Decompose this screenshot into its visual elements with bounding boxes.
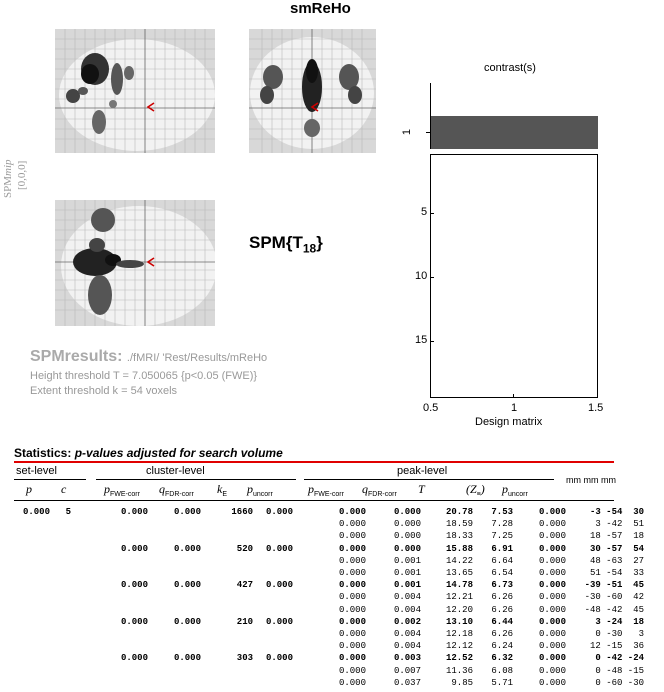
contrast-tick-label: 1: [401, 128, 414, 136]
dm-xtick-0-5: 0.5: [423, 402, 439, 414]
cell-set-c: [50, 640, 71, 652]
cell-peak-pfwe: 0.000: [338, 543, 366, 554]
cell-peak-qfdr: 0.001: [393, 568, 421, 579]
table-row[interactable]: [14, 543, 644, 555]
group-cluster-level: cluster-level: [146, 465, 205, 477]
cell-cluster-punc: [253, 555, 293, 567]
cell-cluster-pfwe: 0.000: [120, 507, 148, 517]
spm-stat-text: SPM{T: [249, 233, 303, 252]
cell-cluster-ke: [201, 640, 253, 652]
cell-cluster-punc: [253, 665, 293, 677]
cell-cluster-qfdr: 0.000: [173, 616, 201, 627]
cell-peak-punc: 0.000: [538, 555, 566, 566]
table-row[interactable]: [14, 506, 644, 518]
cell-cluster-ke: [201, 677, 253, 689]
table-row[interactable]: [14, 665, 644, 677]
col-peak-z: [466, 482, 485, 498]
col-set-p: [26, 482, 32, 497]
cell-cluster-qfdr: [148, 640, 201, 652]
table-row[interactable]: [14, 640, 644, 652]
col-cluster-pfwe: [104, 482, 140, 498]
cell-cluster-ke: 427: [236, 580, 253, 591]
cell-cluster-ke: [201, 628, 253, 640]
cell-peak-z: 6.26: [491, 592, 513, 603]
cell-peak-qfdr: 0.000: [393, 507, 421, 517]
col-peak-z-text: (Z: [466, 482, 477, 496]
col-peak-pfwe-text: p: [308, 482, 314, 496]
cell-cluster-punc: [253, 591, 293, 603]
cell-peak-xyz: 48 -63 27: [589, 555, 644, 566]
dm-ytick-mark-5: [430, 213, 434, 214]
cell-peak-t: 14.22: [445, 555, 473, 566]
cell-cluster-ke: 520: [236, 543, 253, 554]
table-row[interactable]: [14, 591, 644, 603]
cell-peak-z: 7.25: [491, 531, 513, 542]
spm-stat-title: [249, 233, 323, 255]
col-peak-punc-sub: uncorr: [508, 491, 528, 499]
dm-ytick-15: 15: [415, 334, 428, 346]
cell-peak-pfwe: 0.000: [338, 580, 366, 591]
cell-cluster-pfwe: [71, 591, 148, 603]
col-peak-t-text: T: [418, 482, 425, 496]
table-row[interactable]: [14, 555, 644, 567]
cell-set-c: [50, 555, 71, 567]
cell-cluster-pfwe: [71, 604, 148, 616]
cell-peak-t: 12.18: [445, 629, 473, 640]
cell-peak-z: 6.08: [491, 665, 513, 676]
cell-set-c: [50, 677, 71, 689]
col-cluster-qfdr-text: q: [159, 482, 165, 496]
cell-cluster-punc: [253, 530, 293, 542]
cell-cluster-pfwe: [71, 628, 148, 640]
cell-cluster-qfdr: [148, 567, 201, 579]
cell-peak-qfdr: 0.004: [393, 641, 421, 652]
cell-peak-punc: 0.000: [538, 507, 566, 517]
cell-set-c: [50, 604, 71, 616]
cell-set-c: [50, 567, 71, 579]
cell-cluster-punc: 0.000: [265, 543, 293, 554]
table-row[interactable]: [14, 567, 644, 579]
cell-set-p: [14, 567, 50, 579]
col-peak-qfdr-sub: FDR-corr: [368, 491, 397, 499]
cell-peak-t: 13.65: [445, 568, 473, 579]
stats-header-rule: [14, 500, 614, 501]
cell-cluster-ke: 210: [236, 616, 253, 627]
results-label: SPMresults:: [30, 348, 123, 365]
cell-peak-xyz: 12 -15 36: [589, 641, 644, 652]
mip-axial[interactable]: [55, 200, 215, 326]
cell-peak-punc: 0.000: [538, 641, 566, 652]
cell-cluster-qfdr: [148, 677, 201, 689]
cell-peak-xyz: 0 -42 -24: [595, 653, 644, 664]
cell-cluster-ke: [201, 591, 253, 603]
cell-peak-xyz: 51 -54 33: [589, 568, 644, 579]
cell-set-c: [50, 579, 71, 591]
cell-peak-xyz: -48 -42 45: [584, 604, 644, 615]
cell-cluster-pfwe: [71, 555, 148, 567]
cell-peak-qfdr: 0.004: [393, 604, 421, 615]
contrast-tick-mark: [426, 132, 430, 133]
cell-cluster-punc: 0.000: [265, 616, 293, 627]
cell-cluster-qfdr: [148, 628, 201, 640]
cell-cluster-qfdr: [148, 530, 201, 542]
extent-threshold: Extent threshold k = 54 voxels: [30, 385, 178, 397]
cell-set-c: 5: [65, 507, 71, 517]
col-peak-z-close: ): [480, 482, 485, 496]
col-cluster-ke-text: k: [217, 482, 223, 496]
cell-cluster-qfdr: [148, 604, 201, 616]
cell-peak-qfdr: 0.003: [393, 653, 421, 664]
cell-peak-qfdr: 0.037: [393, 677, 421, 688]
cell-peak-pfwe: 0.000: [338, 677, 366, 688]
col-cluster-qfdr-sub: FDR-corr: [165, 491, 194, 499]
spm-stat-close: }: [316, 233, 323, 252]
cell-peak-xyz: -30 -60 42: [584, 592, 644, 603]
cell-peak-punc: 0.000: [538, 580, 566, 591]
cell-cluster-qfdr: 0.000: [173, 507, 201, 517]
cell-peak-t: 11.36: [445, 665, 473, 676]
stats-title: [14, 446, 283, 460]
cell-peak-z: 6.32: [491, 653, 513, 664]
cell-cluster-punc: [253, 628, 293, 640]
cell-peak-punc: 0.000: [538, 531, 566, 542]
cell-peak-z: 7.53: [491, 507, 513, 517]
col-peak-punc-text: p: [502, 482, 508, 496]
cell-peak-qfdr: 0.000: [393, 543, 421, 554]
cell-peak-qfdr: 0.001: [393, 580, 421, 591]
cell-peak-z: 7.28: [491, 519, 513, 530]
cell-peak-xyz: 0 -60 -30: [595, 677, 644, 688]
col-peak-pfwe: [308, 482, 344, 498]
cell-set-p: [14, 665, 50, 677]
cell-cluster-pfwe: 0.000: [120, 580, 148, 591]
table-row[interactable]: [14, 652, 644, 664]
cell-peak-t: 12.20: [445, 604, 473, 615]
table-row[interactable]: [14, 677, 644, 689]
cell-peak-z: 6.26: [491, 604, 513, 615]
cell-set-p: [14, 616, 50, 628]
cell-set-p: [14, 652, 50, 664]
cell-cluster-pfwe: [71, 677, 148, 689]
cell-peak-pfwe: 0.000: [338, 568, 366, 579]
cell-set-c: [50, 518, 71, 530]
cell-peak-punc: 0.000: [538, 653, 566, 664]
cell-peak-pfwe: 0.000: [338, 641, 366, 652]
cell-cluster-pfwe: [71, 665, 148, 677]
cell-set-p: [14, 628, 50, 640]
cell-set-p: 0.000: [22, 507, 50, 517]
col-cluster-punc-text: p: [247, 482, 253, 496]
col-peak-qfdr-text: q: [362, 482, 368, 496]
cell-cluster-qfdr: [148, 555, 201, 567]
col-peak-qfdr: [362, 482, 397, 498]
cell-peak-pfwe: 0.000: [338, 653, 366, 664]
peak-level-rule: [304, 479, 554, 480]
cell-set-c: [50, 591, 71, 603]
cell-set-p: [14, 543, 50, 555]
cell-set-p: [14, 604, 50, 616]
cell-set-p: [14, 555, 50, 567]
cell-peak-punc: 0.000: [538, 665, 566, 676]
cell-set-c: [50, 652, 71, 664]
cell-peak-xyz: 3 -42 51: [595, 519, 644, 530]
cell-cluster-pfwe: [71, 567, 148, 579]
cell-peak-qfdr: 0.004: [393, 629, 421, 640]
cell-peak-punc: 0.000: [538, 677, 566, 688]
col-cluster-qfdr: [159, 482, 194, 498]
cell-peak-t: 14.78: [445, 580, 473, 591]
spm-mip-label: [2, 159, 14, 198]
cell-cluster-punc: [253, 640, 293, 652]
cell-peak-punc: 0.000: [538, 629, 566, 640]
col-peak-z-sub: ≡: [476, 491, 481, 499]
cell-peak-t: 18.33: [445, 531, 473, 542]
contrast-bar[interactable]: [431, 116, 598, 149]
cell-peak-xyz: 0 -48 -15: [595, 665, 644, 676]
dm-ytick-mark-15: [430, 341, 434, 342]
cell-peak-qfdr: 0.000: [393, 531, 421, 542]
group-set-level: set-level: [16, 465, 57, 477]
cell-cluster-pfwe: [71, 640, 148, 652]
cell-cluster-pfwe: 0.000: [120, 616, 148, 627]
cell-peak-t: 12.12: [445, 641, 473, 652]
table-row[interactable]: [14, 579, 644, 591]
cell-peak-z: 6.24: [491, 641, 513, 652]
cell-peak-xyz: -3 -54 30: [589, 507, 644, 517]
cell-cluster-pfwe: [71, 518, 148, 530]
col-peak-pfwe-sub: FWE-corr: [314, 491, 344, 499]
cell-cluster-punc: 0.000: [265, 507, 293, 517]
cell-peak-xyz: 18 -57 18: [589, 531, 644, 542]
cell-cluster-pfwe: [71, 530, 148, 542]
stats-title-suffix: p-values adjusted for search volume: [74, 446, 283, 460]
cell-peak-t: 15.88: [445, 543, 473, 554]
cell-set-c: [50, 616, 71, 628]
cell-cluster-punc: 0.000: [265, 653, 293, 664]
stats-title-prefix: Statistics:: [14, 446, 72, 460]
cell-peak-t: 12.52: [445, 653, 473, 664]
spm-coords-label: [0,0,0]: [16, 160, 28, 190]
cell-peak-punc: 0.000: [538, 616, 566, 627]
col-set-c-text: c: [61, 482, 67, 496]
cell-set-p: [14, 591, 50, 603]
mip-coronal[interactable]: [249, 29, 376, 153]
dm-xtick-mark-1: [513, 394, 514, 398]
cell-set-c: [50, 628, 71, 640]
table-row[interactable]: [14, 604, 644, 616]
cell-cluster-ke: 1660: [231, 507, 253, 517]
group-peak-level: peak-level: [397, 465, 448, 477]
col-cluster-ke: [217, 482, 227, 498]
mip-sagittal[interactable]: [55, 29, 215, 153]
cell-peak-z: 6.54: [491, 568, 513, 579]
cell-peak-pfwe: 0.000: [338, 592, 366, 603]
cell-cluster-punc: 0.000: [265, 580, 293, 591]
height-threshold: Height threshold T = 7.050065 {p<0.05 (FWE)}: [30, 370, 258, 382]
cell-peak-qfdr: 0.000: [393, 519, 421, 530]
cell-set-p: [14, 640, 50, 652]
cell-cluster-qfdr: [148, 518, 201, 530]
col-peak-t: [418, 482, 425, 497]
cell-peak-punc: 0.000: [538, 519, 566, 530]
cell-peak-t: 20.78: [445, 507, 473, 517]
cell-peak-qfdr: 0.001: [393, 555, 421, 566]
cell-peak-z: 6.44: [491, 616, 513, 627]
cell-set-c: [50, 543, 71, 555]
spm-label-text: SPM: [2, 175, 14, 198]
cell-peak-xyz: -39 -51 45: [584, 580, 644, 591]
col-cluster-ke-sub: E: [222, 491, 227, 499]
cell-peak-qfdr: 0.002: [393, 616, 421, 627]
cell-cluster-ke: 303: [236, 653, 253, 664]
cell-cluster-qfdr: 0.000: [173, 580, 201, 591]
cell-set-p: [14, 530, 50, 542]
cell-peak-punc: 0.000: [538, 592, 566, 603]
cell-peak-pfwe: 0.000: [338, 507, 366, 517]
cell-peak-z: 6.26: [491, 629, 513, 640]
cell-cluster-punc: [253, 567, 293, 579]
cell-peak-xyz: 0 -30 3: [595, 629, 644, 640]
col-cluster-punc: [247, 482, 273, 498]
coord-units: mm mm mm: [566, 475, 616, 485]
cell-set-c: [50, 665, 71, 677]
cell-peak-t: 12.21: [445, 592, 473, 603]
table-row[interactable]: [14, 518, 644, 530]
cell-peak-z: 6.64: [491, 555, 513, 566]
cell-peak-z: 6.73: [491, 580, 513, 591]
cell-peak-t: 18.59: [445, 519, 473, 530]
contrast-title: contrast(s): [484, 62, 536, 74]
cell-cluster-ke: [201, 530, 253, 542]
dm-xtick-1: 1: [511, 402, 518, 414]
cell-cluster-qfdr: 0.000: [173, 543, 201, 554]
cell-cluster-ke: [201, 665, 253, 677]
cell-cluster-qfdr: [148, 591, 201, 603]
dm-ytick-mark-10: [430, 277, 434, 278]
cell-peak-t: 9.85: [451, 677, 473, 688]
dm-ytick-5: 5: [421, 206, 428, 218]
cell-peak-pfwe: 0.000: [338, 555, 366, 566]
cell-peak-punc: 0.000: [538, 568, 566, 579]
cell-peak-pfwe: 0.000: [338, 616, 366, 627]
cell-peak-qfdr: 0.004: [393, 592, 421, 603]
cell-peak-pfwe: 0.000: [338, 629, 366, 640]
col-set-c: [61, 482, 66, 497]
set-level-rule: [14, 479, 86, 480]
cell-cluster-ke: [201, 518, 253, 530]
cell-cluster-punc: [253, 604, 293, 616]
cell-peak-pfwe: 0.000: [338, 519, 366, 530]
results-header: [30, 348, 267, 366]
stats-top-rule: [14, 461, 614, 463]
spm-df-text: 18: [302, 241, 317, 256]
cell-peak-t: 13.10: [445, 616, 473, 627]
cell-cluster-pfwe: 0.000: [120, 653, 148, 664]
cell-peak-pfwe: 0.000: [338, 531, 366, 542]
table-row[interactable]: [14, 628, 644, 640]
cell-cluster-qfdr: 0.000: [173, 653, 201, 664]
cell-peak-punc: 0.000: [538, 604, 566, 615]
cell-peak-pfwe: 0.000: [338, 665, 366, 676]
dm-xlabel: Design matrix: [475, 416, 543, 428]
cluster-level-rule: [96, 479, 296, 480]
design-matrix[interactable]: [430, 154, 598, 398]
dm-ytick-10: 10: [415, 270, 428, 282]
cell-cluster-ke: [201, 604, 253, 616]
cell-cluster-qfdr: [148, 665, 201, 677]
cell-peak-pfwe: 0.000: [338, 604, 366, 615]
table-row[interactable]: [14, 530, 644, 542]
col-peak-punc: [502, 482, 528, 498]
cell-set-p: [14, 677, 50, 689]
results-path: ./fMRI/ 'Rest/Results/mReHo: [126, 352, 268, 364]
stats-table: [14, 506, 644, 689]
table-row[interactable]: [14, 616, 644, 628]
cell-peak-xyz: 3 -24 18: [595, 616, 644, 627]
col-cluster-pfwe-sub: FWE-corr: [110, 491, 140, 499]
col-cluster-pfwe-text: p: [104, 482, 110, 496]
cell-cluster-pfwe: 0.000: [120, 543, 148, 554]
cell-cluster-punc: [253, 677, 293, 689]
stats-table-body: [14, 506, 644, 689]
cell-peak-xyz: 30 -57 54: [589, 543, 644, 554]
cell-peak-z: 6.91: [491, 543, 513, 554]
cell-peak-z: 5.71: [491, 677, 513, 688]
cell-peak-punc: 0.000: [538, 543, 566, 554]
cell-set-c: [50, 530, 71, 542]
cell-set-p: [14, 518, 50, 530]
cell-cluster-ke: [201, 567, 253, 579]
dm-xtick-1-5: 1.5: [588, 402, 604, 414]
cell-peak-qfdr: 0.007: [393, 665, 421, 676]
cell-cluster-ke: [201, 555, 253, 567]
col-set-p-text: p: [26, 482, 32, 496]
spm-mip-text: mip: [2, 159, 14, 176]
cell-set-p: [14, 579, 50, 591]
figure-title: smReHo: [290, 0, 351, 17]
cell-cluster-punc: [253, 518, 293, 530]
col-cluster-punc-sub: uncorr: [253, 491, 273, 499]
